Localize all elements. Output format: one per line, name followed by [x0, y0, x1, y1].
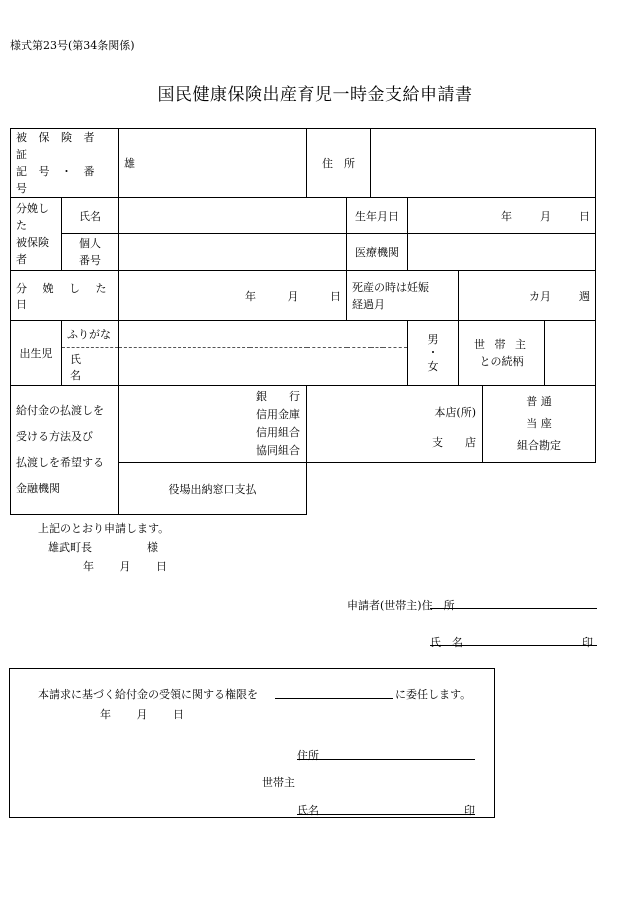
delegation-text-end: に委任します。	[395, 688, 472, 701]
addressee: 雄武町長 様	[48, 541, 158, 554]
application-date: 年 月 日	[83, 560, 167, 573]
newborn-label: 出生児	[11, 321, 62, 386]
stillbirth-label: 死産の時は妊娠 経過月	[347, 271, 459, 321]
furigana-field[interactable]	[119, 321, 408, 348]
address-field[interactable]	[371, 129, 596, 198]
applicant-name-label: 氏 名	[430, 636, 463, 649]
insured-id-label: 被 保 険 者 証 記 号 ・ 番 号	[11, 129, 119, 198]
medical-institution-field[interactable]	[408, 234, 596, 271]
insured-id-prefix: 雄	[124, 157, 135, 170]
delegation-seal: 印	[464, 804, 475, 817]
bank-type-list[interactable]: 銀 行 信用金庫 信用組合 協同組合	[119, 386, 307, 463]
delegation-address-field[interactable]	[297, 759, 475, 760]
applicant-address-label: 申請者(世帯主)住 所	[347, 599, 455, 612]
sex-male: 男	[427, 333, 439, 346]
applicant-seal: 印	[582, 636, 593, 649]
relation-field[interactable]	[545, 321, 596, 386]
delegation-address-label: 住所	[297, 749, 319, 762]
stillbirth-field[interactable]: カ月 週	[459, 271, 596, 321]
applicant-address-field[interactable]	[430, 608, 597, 609]
personal-number-field[interactable]	[119, 234, 347, 271]
sex-female: 女	[427, 360, 439, 373]
form-number: 様式第23号(第34条関係)	[10, 39, 135, 52]
page-title: 国民健康保険出産育児一時金支給申請書	[157, 85, 473, 105]
delegation-name-label: 氏名	[297, 804, 319, 817]
applicant-name-field[interactable]	[430, 645, 597, 646]
newborn-name-label: 氏 名	[62, 348, 119, 386]
newborn-name-field[interactable]	[119, 348, 408, 386]
medical-institution-label: 医療機関	[347, 234, 408, 271]
insured-name-label: 氏名	[62, 198, 119, 234]
insured-name-field[interactable]	[119, 198, 347, 234]
birthdate-label: 生年月日	[347, 198, 408, 234]
delivery-date-field[interactable]: 年 月 日	[119, 271, 347, 321]
delegation-text: 本請求に基づく給付金の受領に関する権限を	[38, 688, 258, 701]
sex-dot: ・	[427, 346, 439, 359]
delegation-date: 年 月 日	[100, 708, 184, 721]
birthdate-field[interactable]: 年 月 日	[408, 198, 596, 234]
branch-field[interactable]: 本店(所) 支 店	[307, 386, 483, 463]
furigana-label: ふりがな	[62, 321, 119, 348]
declaration: 上記のとおり申請します。	[38, 522, 170, 535]
delivered-insured-label: 分娩した 被保険者	[11, 198, 62, 271]
account-type[interactable]: 普 通 当 座 組合勘定	[483, 386, 596, 463]
delegate-field[interactable]	[275, 698, 393, 699]
address-label: 住 所	[307, 129, 371, 198]
insured-id-field[interactable]	[119, 129, 307, 198]
application-table	[10, 128, 596, 515]
bank-method-label: 給付金の払渡しを 受ける方法及び 払渡しを希望する 金融機関	[11, 386, 119, 515]
delivery-date-label: 分 娩 し た 日	[11, 271, 119, 321]
delegation-household-label: 世帯主	[262, 776, 295, 789]
relation-label: 世 帯 主 との続柄	[459, 321, 545, 386]
delegation-name-field[interactable]	[297, 814, 475, 815]
newborn-sex[interactable]	[408, 321, 459, 386]
town-cashier-option[interactable]: 役場出納窓口支払	[119, 463, 307, 515]
personal-number-label: 個人 番号	[62, 234, 119, 271]
